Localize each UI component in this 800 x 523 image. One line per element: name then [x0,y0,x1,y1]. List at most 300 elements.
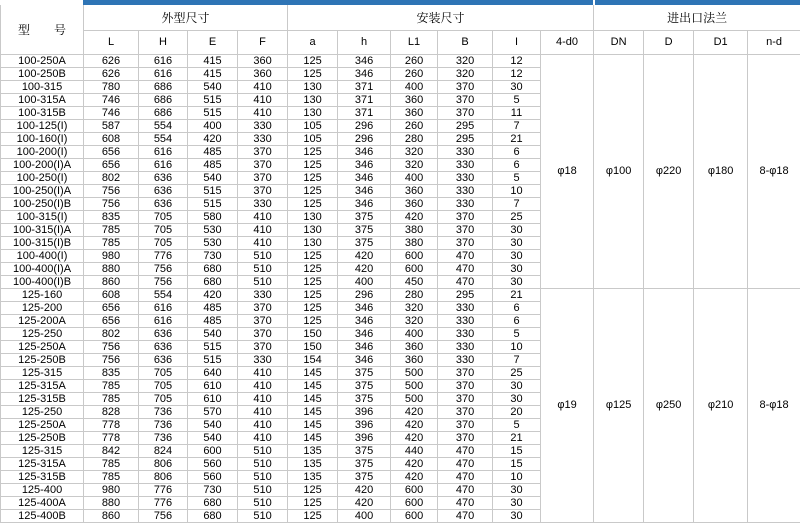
cell-DN: φ100 [594,55,644,289]
header-group-outline-dims: 外型尺寸 [84,5,288,31]
value-cell: 125 [288,315,338,328]
value-cell: 705 [139,211,188,224]
value-cell: 154 [288,354,338,367]
value-cell: 510 [238,263,288,276]
col-h: h [338,31,391,55]
value-cell: 360 [391,354,438,367]
table-row [1,55,800,68]
model-cell: 125-250A [1,419,84,432]
value-cell: 396 [338,432,391,445]
value-cell: 756 [84,354,139,367]
value-cell: 280 [391,133,438,146]
value-cell: 824 [139,445,188,458]
value-cell: 10 [493,341,541,354]
value-cell: 410 [238,107,288,120]
value-cell: 25 [493,367,541,380]
value-cell: 686 [139,81,188,94]
model-cell: 100-400(I) [1,250,84,263]
value-cell: 776 [139,250,188,263]
value-cell: 125 [288,302,338,315]
header-model: 型 号 [1,5,84,55]
value-cell: 125 [288,510,338,523]
cell-nd: 8-φ18 [748,55,800,289]
value-cell: 21 [493,133,541,146]
cell-4d0: φ18 [541,55,594,289]
value-cell: 360 [238,55,288,68]
col-L: L [84,31,139,55]
value-cell: 610 [188,393,238,406]
value-cell: 415 [188,55,238,68]
value-cell: 835 [84,211,139,224]
value-cell: 360 [391,94,438,107]
spec-table [0,5,800,523]
value-cell: 835 [84,367,139,380]
value-cell: 736 [139,419,188,432]
value-cell: 10 [493,185,541,198]
model-cell: 125-315 [1,445,84,458]
value-cell: 130 [288,237,338,250]
value-cell: 485 [188,146,238,159]
col-H: H [139,31,188,55]
value-cell: 756 [139,263,188,276]
col-4d0: 4-d0 [541,31,594,55]
value-cell: 587 [84,120,139,133]
value-cell: 375 [338,393,391,406]
value-cell: 295 [438,133,493,146]
value-cell: 30 [493,263,541,276]
value-cell: 680 [188,276,238,289]
value-cell: 420 [338,497,391,510]
value-cell: 370 [438,367,493,380]
col-E: E [188,31,238,55]
col-nd: n-d [748,31,800,55]
value-cell: 510 [238,445,288,458]
value-cell: 296 [338,289,391,302]
value-cell: 30 [493,510,541,523]
value-cell: 410 [238,367,288,380]
value-cell: 600 [391,263,438,276]
value-cell: 30 [493,81,541,94]
value-cell: 600 [391,510,438,523]
value-cell: 396 [338,419,391,432]
value-cell: 705 [139,380,188,393]
value-cell: 880 [84,263,139,276]
value-cell: 686 [139,94,188,107]
value-cell: 470 [438,276,493,289]
value-cell: 410 [238,237,288,250]
value-cell: 360 [391,341,438,354]
value-cell: 145 [288,367,338,380]
model-cell: 100-250A [1,55,84,68]
value-cell: 510 [238,510,288,523]
value-cell: 125 [288,263,338,276]
value-cell: 560 [188,471,238,484]
value-cell: 125 [288,289,338,302]
col-L1: L1 [391,31,438,55]
value-cell: 30 [493,250,541,263]
col-D1: D1 [694,31,748,55]
value-cell: 470 [438,458,493,471]
model-cell: 125-400 [1,484,84,497]
value-cell: 360 [391,198,438,211]
value-cell: 705 [139,224,188,237]
model-cell: 125-315A [1,380,84,393]
value-cell: 125 [288,55,338,68]
value-cell: 410 [238,406,288,419]
value-cell: 346 [338,354,391,367]
value-cell: 130 [288,224,338,237]
value-cell: 410 [238,94,288,107]
value-cell: 410 [238,81,288,94]
value-cell: 608 [84,133,139,146]
value-cell: 370 [438,94,493,107]
value-cell: 6 [493,315,541,328]
value-cell: 125 [288,159,338,172]
value-cell: 375 [338,458,391,471]
value-cell: 130 [288,107,338,120]
value-cell: 346 [338,328,391,341]
value-cell: 510 [238,276,288,289]
value-cell: 515 [188,354,238,367]
value-cell: 554 [139,289,188,302]
value-cell: 396 [338,406,391,419]
value-cell: 500 [391,367,438,380]
value-cell: 806 [139,471,188,484]
value-cell: 608 [84,289,139,302]
value-cell: 554 [139,120,188,133]
value-cell: 980 [84,484,139,497]
value-cell: 510 [238,484,288,497]
value-cell: 346 [338,341,391,354]
value-cell: 330 [438,315,493,328]
value-cell: 776 [139,497,188,510]
value-cell: 580 [188,211,238,224]
value-cell: 785 [84,393,139,406]
value-cell: 330 [238,133,288,146]
value-cell: 540 [188,172,238,185]
model-cell: 100-250(I) [1,172,84,185]
value-cell: 296 [338,133,391,146]
value-cell: 375 [338,445,391,458]
model-cell: 125-315A [1,458,84,471]
header-group-flange: 进出口法兰 [594,5,800,31]
value-cell: 346 [338,302,391,315]
value-cell: 510 [238,250,288,263]
value-cell: 7 [493,354,541,367]
value-cell: 30 [493,393,541,406]
model-cell: 100-250B [1,68,84,81]
col-DN: DN [594,31,644,55]
value-cell: 410 [238,432,288,445]
value-cell: 6 [493,159,541,172]
model-cell: 125-200 [1,302,84,315]
value-cell: 145 [288,432,338,445]
value-cell: 450 [391,276,438,289]
value-cell: 510 [238,471,288,484]
model-cell: 125-160 [1,289,84,302]
value-cell: 375 [338,471,391,484]
value-cell: 125 [288,185,338,198]
value-cell: 410 [238,211,288,224]
value-cell: 470 [438,250,493,263]
value-cell: 330 [438,185,493,198]
value-cell: 400 [338,276,391,289]
value-cell: 21 [493,432,541,445]
model-cell: 100-315(I) [1,211,84,224]
value-cell: 370 [438,406,493,419]
value-cell: 626 [84,55,139,68]
value-cell: 346 [338,146,391,159]
value-cell: 375 [338,237,391,250]
value-cell: 135 [288,458,338,471]
col-a: a [288,31,338,55]
value-cell: 5 [493,172,541,185]
value-cell: 540 [188,328,238,341]
value-cell: 880 [84,497,139,510]
value-cell: 736 [139,406,188,419]
value-cell: 570 [188,406,238,419]
value-cell: 860 [84,276,139,289]
value-cell: 530 [188,224,238,237]
value-cell: 616 [139,315,188,328]
col-B: B [438,31,493,55]
value-cell: 470 [438,445,493,458]
value-cell: 125 [288,146,338,159]
value-cell: 515 [188,94,238,107]
value-cell: 125 [288,484,338,497]
value-cell: 640 [188,367,238,380]
value-cell: 756 [84,341,139,354]
value-cell: 5 [493,94,541,107]
value-cell: 802 [84,172,139,185]
value-cell: 330 [238,289,288,302]
value-cell: 260 [391,120,438,133]
value-cell: 145 [288,380,338,393]
model-cell: 100-200(I)A [1,159,84,172]
value-cell: 130 [288,81,338,94]
value-cell: 485 [188,159,238,172]
model-cell: 100-250(I)A [1,185,84,198]
value-cell: 360 [391,107,438,120]
value-cell: 415 [188,68,238,81]
value-cell: 370 [238,302,288,315]
value-cell: 25 [493,211,541,224]
value-cell: 515 [188,341,238,354]
value-cell: 485 [188,302,238,315]
value-cell: 756 [84,185,139,198]
value-cell: 600 [391,484,438,497]
value-cell: 470 [438,471,493,484]
value-cell: 370 [438,81,493,94]
value-cell: 346 [338,159,391,172]
value-cell: 420 [391,419,438,432]
value-cell: 656 [84,146,139,159]
value-cell: 636 [139,198,188,211]
value-cell: 410 [238,419,288,432]
value-cell: 500 [391,393,438,406]
value-cell: 21 [493,289,541,302]
value-cell: 420 [338,250,391,263]
value-cell: 370 [438,211,493,224]
value-cell: 500 [391,380,438,393]
model-cell: 100-400(I)B [1,276,84,289]
table-row [1,289,800,302]
value-cell: 105 [288,133,338,146]
value-cell: 330 [438,159,493,172]
value-cell: 470 [438,497,493,510]
value-cell: 30 [493,224,541,237]
model-cell: 100-200(I) [1,146,84,159]
value-cell: 680 [188,497,238,510]
value-cell: 380 [391,237,438,250]
model-cell: 125-315 [1,367,84,380]
col-I: I [493,31,541,55]
value-cell: 420 [391,471,438,484]
value-cell: 515 [188,185,238,198]
value-cell: 515 [188,198,238,211]
value-cell: 370 [238,146,288,159]
value-cell: 370 [438,380,493,393]
value-cell: 346 [338,172,391,185]
value-cell: 346 [338,198,391,211]
value-cell: 600 [188,445,238,458]
value-cell: 828 [84,406,139,419]
value-cell: 125 [288,198,338,211]
value-cell: 756 [84,198,139,211]
value-cell: 736 [139,432,188,445]
value-cell: 30 [493,380,541,393]
value-cell: 280 [391,289,438,302]
value-cell: 636 [139,354,188,367]
value-cell: 616 [139,55,188,68]
value-cell: 680 [188,510,238,523]
value-cell: 420 [391,211,438,224]
value-cell: 705 [139,367,188,380]
value-cell: 346 [338,315,391,328]
value-cell: 346 [338,55,391,68]
value-cell: 260 [391,55,438,68]
value-cell: 330 [438,341,493,354]
value-cell: 130 [288,94,338,107]
value-cell: 105 [288,120,338,133]
value-cell: 656 [84,302,139,315]
value-cell: 370 [438,237,493,250]
model-cell: 125-400B [1,510,84,523]
model-cell: 125-250B [1,432,84,445]
value-cell: 260 [391,68,438,81]
header-subrow [1,31,800,55]
value-cell: 778 [84,419,139,432]
model-cell: 125-200A [1,315,84,328]
model-cell: 125-250 [1,406,84,419]
value-cell: 346 [338,185,391,198]
value-cell: 375 [338,224,391,237]
value-cell: 5 [493,328,541,341]
value-cell: 410 [238,393,288,406]
value-cell: 330 [438,328,493,341]
cell-D1: φ210 [694,289,748,523]
value-cell: 600 [391,497,438,510]
value-cell: 20 [493,406,541,419]
value-cell: 125 [288,68,338,81]
value-cell: 420 [391,432,438,445]
value-cell: 656 [84,159,139,172]
value-cell: 30 [493,276,541,289]
value-cell: 12 [493,68,541,81]
value-cell: 778 [84,432,139,445]
value-cell: 656 [84,315,139,328]
value-cell: 530 [188,237,238,250]
value-cell: 130 [288,211,338,224]
value-cell: 420 [391,406,438,419]
value-cell: 370 [438,393,493,406]
value-cell: 370 [438,419,493,432]
value-cell: 295 [438,289,493,302]
value-cell: 370 [238,159,288,172]
value-cell: 400 [338,510,391,523]
value-cell: 6 [493,146,541,159]
value-cell: 360 [238,68,288,81]
value-cell: 375 [338,380,391,393]
cell-4d0: φ19 [541,289,594,523]
value-cell: 135 [288,471,338,484]
value-cell: 616 [139,159,188,172]
value-cell: 746 [84,107,139,120]
value-cell: 420 [188,289,238,302]
value-cell: 470 [438,484,493,497]
value-cell: 371 [338,94,391,107]
value-cell: 730 [188,484,238,497]
value-cell: 330 [438,146,493,159]
value-cell: 360 [391,185,438,198]
value-cell: 626 [84,68,139,81]
value-cell: 145 [288,419,338,432]
value-cell: 320 [391,146,438,159]
value-cell: 554 [139,133,188,146]
value-cell: 806 [139,458,188,471]
value-cell: 510 [238,497,288,510]
value-cell: 125 [288,497,338,510]
value-cell: 320 [438,55,493,68]
value-cell: 980 [84,250,139,263]
model-cell: 100-250(I)B [1,198,84,211]
value-cell: 330 [238,198,288,211]
value-cell: 636 [139,172,188,185]
model-cell: 100-125(I) [1,120,84,133]
value-cell: 12 [493,55,541,68]
col-D: D [644,31,694,55]
value-cell: 420 [391,458,438,471]
value-cell: 370 [238,328,288,341]
value-cell: 330 [438,354,493,367]
value-cell: 610 [188,380,238,393]
value-cell: 400 [391,328,438,341]
model-cell: 125-250A [1,341,84,354]
value-cell: 560 [188,458,238,471]
value-cell: 686 [139,107,188,120]
value-cell: 420 [338,263,391,276]
value-cell: 730 [188,250,238,263]
value-cell: 296 [338,120,391,133]
value-cell: 370 [438,224,493,237]
value-cell: 785 [84,380,139,393]
value-cell: 636 [139,341,188,354]
model-cell: 125-250B [1,354,84,367]
header-group-mounting-dims: 安装尺寸 [288,5,594,31]
value-cell: 420 [188,133,238,146]
value-cell: 776 [139,484,188,497]
cell-DN: φ125 [594,289,644,523]
